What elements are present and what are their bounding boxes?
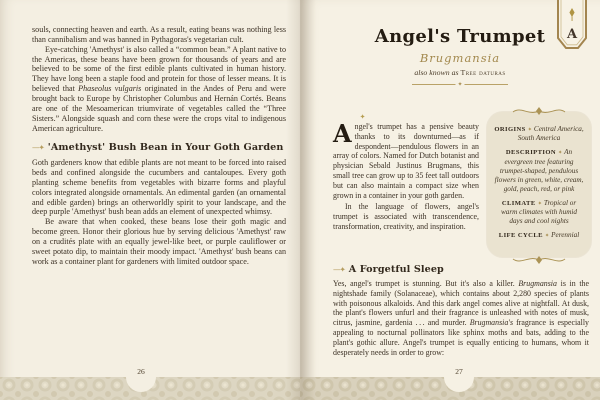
plant-facts-box (487, 112, 591, 257)
dropcap-letter: A (333, 119, 352, 148)
fact-origins (494, 125, 584, 143)
filigree-ornament-icon (511, 105, 567, 117)
diamond-separator-icon: ✦ (537, 200, 543, 207)
botanical-name: Brugmansia (419, 51, 501, 65)
tab-letter: A (566, 27, 578, 42)
fact-value: Tropical or warm climates with humid days and cool nights (500, 198, 578, 226)
paragraph (333, 113, 479, 200)
aka-prefix: also known as (414, 68, 461, 77)
section-heading (32, 142, 286, 154)
section-title: 'Amethyst' Bush Bean in Your Goth Garden (47, 142, 284, 154)
chapter-title: Angel's Trumpet (374, 26, 546, 47)
also-known-as (330, 68, 590, 77)
arrow-diamond-ornament-icon: —✦ (333, 265, 345, 274)
paragraph: Be aware that when cooked, these beans lose their goth magic and become green. Honor their glorious hue by serving delicious 'Amethyst' raw on a crudités plate with an equally jewel-like beet, or purple cauliflower or sweet potato dip, to maintain their moody impact. 'Amethyst' bush beans can work as a container plant for gardeners with limited outdoor space. (32, 217, 286, 266)
fact-climate (494, 199, 584, 226)
fact-description (494, 148, 584, 194)
paragraph: In the language of flowers, angel's trumpet is associated with transcendence, transformation, creativity, and inspiration. (333, 202, 479, 231)
fact-label: LIFE CYCLE (498, 232, 543, 240)
diamond-separator-icon: ✦ (544, 233, 550, 240)
alphabet-tab (555, 0, 589, 52)
forgetful-sleep-section (333, 264, 589, 357)
fact-label: DESCRIPTION (505, 149, 557, 157)
paragraph: Yes, angel's trumpet is stunning. But it's also a killer. Brugmansia is in the nightshade family (Solanaceae), which contains about 2,280 species of plants with poisonous alkaloids. And this dark angel comes alive at nightfall. At dusk, the plant's flowers unfurl and their fragrance is unleashed with notes of musk, citrus, jasmine, gardenia . . . and murder. Brugmansia's fragrance is especially appealing to nocturnal pollinators like sphinx moths and bats, adding to the plant's gothic allure. Angel's trumpet is equally enticing to humans, whom it desperately needs in order to grow: (333, 279, 590, 357)
chapter-header (330, 26, 590, 88)
fact-label: ORIGINS (494, 126, 526, 133)
section-heading (333, 264, 589, 275)
fact-value: Central America, South America (517, 125, 584, 143)
section-title: A Forgetful Sleep (348, 264, 444, 275)
fact-value: Perennial (551, 231, 580, 240)
right-page-columns (333, 112, 591, 257)
paragraph: Eye-catching 'Amethyst' is also called a “common bean.” A plant native to the Americas, these beans have been grown for thousands of years and are believed to be some of the first edible plants cultivated in human history. They have long been a staple food and protein for those of lesser means. It is believed that Phaseolus vulgaris originated in the Andes of Peru and were brought back to Europe by Christopher Columbus and Hernán Cortés. Beans are one of the Mesoamerican triumvirate of vegetables called the “Three Sisters.” Alongside squash and corn these were the crops vital to indigenous American agriculture. (32, 44, 286, 133)
page-number-left: 26 (137, 367, 145, 376)
intro-text (333, 112, 479, 257)
header-divider (412, 80, 508, 88)
aka-name: Tree daturas (460, 68, 506, 77)
paragraph: souls, connecting heaven and earth. As a result, eating beans was nothing less than cannibalism and was banned in Pythagoras's vegetarian cult. (32, 25, 286, 44)
fact-life-cycle (494, 231, 584, 240)
diamond-separator-icon: ✦ (557, 150, 563, 157)
paragraph: Goth gardeners know that edible plants are not meant to be forced into raised beds and confined alongside the cucumbers and cantaloupes. Every goth planting scheme benefits from vegetables with bizarre forms and playful colors integrated alongside ornamentals. An edimental garden (an ornamental and edible garden) brings an otherworldly spirit to your landscape, and the deep purple 'Amethyst' bush bean adds an element of unexpected whimsy. (32, 158, 286, 217)
paragraph-text: ngel's trumpet has a pensive beauty thanks to its downturned—as if despondent—pendulous flowers in an array of colors. Named for Dutch botanist and physician Sebald Justinus Brugmans, this small tree can grow up to 35 feet tall outdoors but can also maintain a compact size when grown in a container in your goth garden. (333, 122, 479, 200)
fact-label: CLIMATE (501, 199, 536, 207)
page-number-right: 27 (455, 367, 463, 376)
dropcap-ornament-icon: ✦ (359, 113, 366, 121)
bottom-damask-border-left (0, 358, 300, 400)
bottom-damask-border-right (300, 358, 600, 400)
left-page-text (32, 25, 286, 267)
diamond-ornament-icon: ✦ (457, 80, 463, 88)
diamond-separator-icon: ✦ (527, 127, 533, 133)
fact-value: An evergreen tree featuring trumpet-shaped, pendulous flowers in green, white, cream, gold, peach, red, or pink (494, 148, 584, 193)
arrow-diamond-ornament-icon: —✦ (32, 143, 44, 153)
